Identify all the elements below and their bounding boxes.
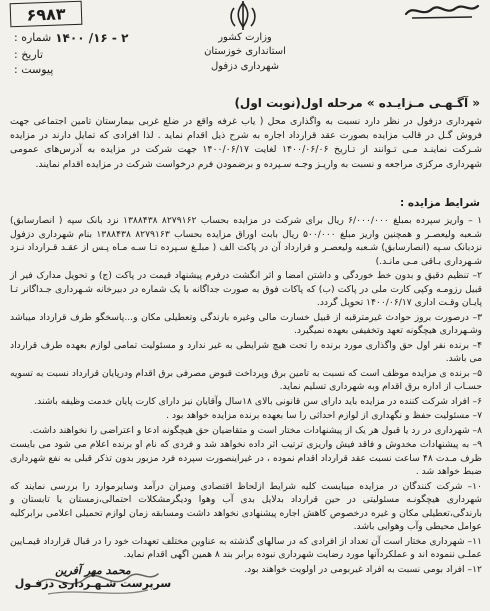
condition-item: ۱ – واریز سپرده بمبلغ ۶/۰۰۰/۰۰۰ ریال برای شرکت در مزایده بحساب ۸۲۷۹۱۶۲ ۱۳۸۸۴۳۸ نزد بانک سپه ( انصارسابق) شـعبه ولیعصـر و همچنین واریز مبلغ ۵۰۰/۰۰۰ ریال بابت اوراق مزایده بحساب ۸۲۷۹۱۶۳ ۱۳۸۸۴۳۸ بنام شهرداری دزفول نزدبانک سـپه (انصارسابق) شـعبه ولیعصـر و قرارداد آن در پاکت الف ( مبلـغ سـپرده تـا سـه مـاه پـس از عقـد قـرارداد نـزد شـهرداری بـاقی مـی مانـد.)	[10, 215, 483, 267]
condition-item: ۱۱– شهرداری مختار است آن تعداد از افرادی که در سالهای گذشته به عناوین مختلف تعهدات خود را در قبال قرارداد قیمـایین عملـی ننموده اند و عملکردآنها مورد رضایت شهرداری نبوده برابر بند ۸ همین اگهی اقدام نماید.	[10, 535, 482, 560]
number-label: شماره :	[14, 31, 52, 44]
attachment-label: پیوست :	[14, 63, 54, 76]
conditions-list	[10, 214, 482, 577]
ministry-name: وزارت کشور	[218, 32, 272, 43]
date-label: تاریخ :	[14, 48, 44, 61]
notice-title: « آگـهـی مـزایـده » مرحله اول(نوبت اول)	[234, 96, 480, 110]
condition-item: ۹– به پیشنهادات مخدوش و فاقد فیش واریزی ترتیب اثر داده نخواهد شد و فردی که نام او برنده اعلام می شود می بایست ظرف مـدت ۴۸ ساعت نسبت عقد قرارداد اقدام نموده ، در غیراینصورت سپرده فرد مزبور بدون تذکر قبلی به نفع شهرداری ضبط خواهد شد .	[10, 439, 482, 477]
top-handwritten-mark	[402, 0, 482, 22]
condition-item: ۱۰– شرکت کنندگان در مزایده میبایست کلیه شرایط ازلحاظ اقتصادی ومیزان درآمد وسایرموارد را بررسی نمایند که شهرداری هیچگونـه مسئولیتی در حین قرارداد بدلایل بدی آب وهوا ودیگرمشکلات احتمالی،زمستان یا تابستان و بارندگی،تعطیلی مکان و غیره درخصوص کاهش اجاره پیشنهادی نخواهد داشت ومسابقه زمان لوازم تحمیلی اعلامی برابرکلیه عوامل محیطی وآب وهوایی باشد.	[10, 480, 482, 532]
number-row	[14, 31, 214, 45]
date-row	[14, 48, 214, 61]
condition-item: ۲– تنظیم دقیق و بدون خط خوردگی و داشتن امضا و اثر انگشت درفرم پیشنهاد قیمت در پاکت (ج) و تحویل مدارک فیر از قبیل رزومـه وکپی کارت ملی در پاکت (ب) که پاکات فوق به صورت جداگانه با یک شماره در دبیرخانه شـهرداری جـداگانر تـا پایـان وقـت اداری ۱۴۰۰/۰۶/۱۷ تحویل گردد.	[10, 270, 482, 308]
governorate-name: استانداری خوزستان	[204, 46, 286, 57]
attachment-row	[14, 63, 214, 76]
signature-block	[8, 564, 178, 610]
condition-item: ۶– افراد شرکت کننده در مزایده باید دارای سن قانونی بالای ۱۸سال وآقایان نیز دارای کارت پایان خدمت وظیفه باشند.	[34, 395, 482, 407]
condition-item: ۱۲– افراد بومی نسبت به افراد غیربومی در اولویت خواهند بود.	[244, 563, 482, 575]
conditions-heading: شرایط مزایده :	[400, 197, 480, 209]
municipality-name: شهرداری دزفول	[210, 61, 280, 72]
letterhead	[0, 0, 490, 84]
condition-item: ۳– درصورت بروز حوادث غیرمترقبه از قبیل خسارت مالی وغیره بارندگی وتعطیلی مکان و...پاسخگو طرف قرارداد میباشد وشـهرداری هیچگونه تعهد وتخفیفی بعهده نمیگیرد.	[10, 311, 482, 336]
condition-item: ۵– برنده ی مزایده موظف است که نسبت به تامین برق وپرداخت قبوض مصرفی برق اقدام ودرپایان قرارداد نسبت به تسویه حسـاب از اداره برق اقدام وبه شهرداری تسلیم نماید.	[10, 367, 482, 392]
condition-item: ۷– مسئولیت حفظ و نگهداری از لوازم احداثی را سا بعهده برنده مزایده خواهد بود .	[166, 410, 482, 421]
condition-item: ۴– برنده نفر اول حق واگذاری مورد برنده را تحت هیچ شرایطی به غیر ندارد و مسئولیت تمامی لوازم بعهده طرف قرارداد می باشد.	[10, 339, 482, 364]
number-value: ۲ - ۱۶/ ۱۴۰۰	[55, 31, 129, 45]
iran-emblem-icon	[218, 0, 268, 32]
condition-item: ۸– شهرداری در رد یا قبول هر یک از پیشنهادات مختار است و متقاضیان حق هیچگونه ادعا و اعتراضی را نخواهند داشت.	[29, 424, 482, 436]
signatory-name: محمد مهر آفرین	[55, 564, 131, 577]
document-number-box: ۶۹۸۳	[10, 1, 83, 27]
signatory-title: سرپرست شـهـرداری دزفـول	[14, 577, 172, 590]
notice-intro: شهرداری دزفول در نظر دارد نسبت به واگذاری محل ( یاب غرفه واقع در ضلع غربی بیمارستان تامین اجتماعی جهت فروش گـل در قالب مزایده بصورت عقد قرارداد اجاره به شرح ذیل اقدام نماید . لذا افرادی که تمایل دارند در مزایده شـرکت نماینـد مـی تـوانند از تـاریخ ۱۴۰۰/۰۶/۰۶ لغایت ۱۴۰۰/۰۶/۱۷ جهت شرکت در مزایده به آدرس‌های عمومی شهرداری مرکزی مراجعه و نسبت به واریـز وجـه سـپرده و برضمودن فرم درخواست شرکت در مزایده اقدام نمایند.	[10, 116, 483, 170]
